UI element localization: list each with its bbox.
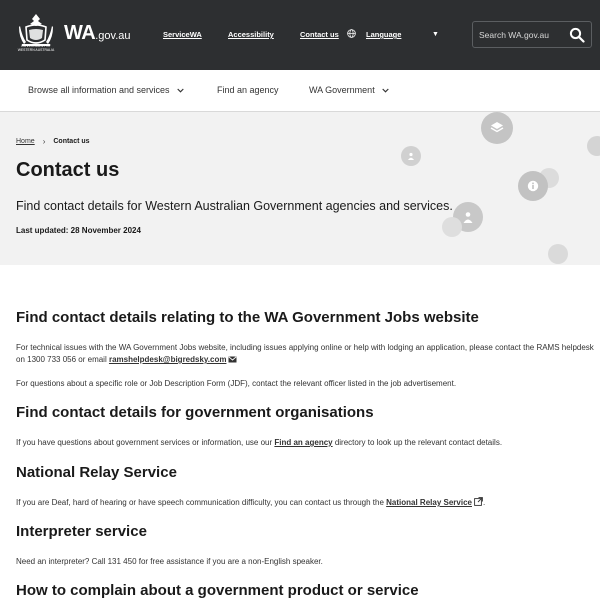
page-hero <box>0 112 600 265</box>
globe-icon <box>347 29 356 38</box>
find-agency-link[interactable]: Find an agency <box>274 438 333 447</box>
page-intro: Find contact details for Western Australian Government agencies and services. <box>16 199 453 213</box>
page-title: Contact us <box>16 159 120 181</box>
relay-text-after: . <box>482 498 486 507</box>
person-icon <box>587 136 600 156</box>
decorative-bubble <box>442 217 462 237</box>
email-icon <box>228 356 237 363</box>
jobs-text: For technical issues with the WA Government Jobs website, including issues applying online or help with lodging an application, please contact the RAMS helpdesk on 1300 733 056 or email <box>16 343 594 364</box>
breadcrumb-home-link[interactable]: Home <box>16 138 35 145</box>
info-icon <box>518 171 548 201</box>
chevron-down-icon <box>177 88 184 93</box>
logo-suffix: .gov.au <box>95 30 131 42</box>
nav-browse-all[interactable] <box>28 85 184 95</box>
crest-caption: GOVERNMENT OF WESTERN AUSTRALIA <box>17 44 55 52</box>
nav-label: WA Government <box>309 85 375 95</box>
nav-label: Browse all information and services <box>28 85 170 95</box>
breadcrumb <box>16 137 90 146</box>
heading-jobs: Find contact details relating to the WA Government Jobs website <box>16 309 479 326</box>
site-header <box>0 0 600 70</box>
nav-wa-government[interactable] <box>309 85 389 95</box>
nav-label: Find an agency <box>217 85 279 95</box>
accessibility-link[interactable]: Accessibility <box>228 30 274 39</box>
contact-us-link[interactable]: Contact us <box>300 30 339 39</box>
person-icon <box>401 146 421 166</box>
last-updated: Last updated: 28 November 2024 <box>16 226 141 235</box>
heading-interpreter-service: Interpreter service <box>16 523 147 540</box>
orgs-paragraph <box>16 437 596 449</box>
external-link-icon[interactable] <box>474 497 486 507</box>
nav-find-agency[interactable] <box>217 85 279 95</box>
heading-complain: How to complain about a government product or service <box>16 582 419 599</box>
jobs-paragraph-2: For questions about a specific role or Job Description Form (JDF), contact the relevant officer listed in the job advertisement. <box>16 379 457 388</box>
relay-paragraph <box>16 497 596 509</box>
servicewa-link[interactable]: ServiceWA <box>163 30 202 39</box>
main-nav <box>0 70 600 112</box>
logo-main: WA <box>64 22 96 44</box>
heading-government-organisations: Find contact details for government organisations <box>16 404 374 421</box>
interpreter-paragraph: Need an interpreter? Call 131 450 for free assistance if you are a non-English speaker. <box>16 557 323 566</box>
breadcrumb-current: Contact us <box>53 138 90 145</box>
search-box <box>472 21 592 48</box>
jobs-paragraph-1 <box>16 342 596 366</box>
language-selector[interactable]: Language <box>366 30 402 39</box>
decorative-bubble <box>548 244 568 264</box>
search-icon[interactable] <box>569 27 585 43</box>
orgs-text-after: directory to look up the relevant contact details. <box>332 438 503 447</box>
wa-gov-logo[interactable] <box>64 22 131 45</box>
national-relay-service-link[interactable]: National Relay Service <box>386 498 472 507</box>
rams-email-link[interactable]: ramshelpdesk@bigredsky.com <box>108 355 227 364</box>
chevron-down-icon <box>382 88 389 93</box>
caret-down-icon[interactable]: ▼ <box>432 31 439 38</box>
relay-text-before: If you are Deaf, hard of hearing or have speech communication difficulty, you can contact us through the <box>16 498 387 507</box>
layers-icon <box>481 112 513 144</box>
search-input[interactable] <box>479 27 567 43</box>
heading-national-relay-service: National Relay Service <box>16 464 177 481</box>
orgs-text-before: If you have questions about government services or information, use our <box>16 438 275 447</box>
chevron-right-icon: › <box>42 137 46 146</box>
